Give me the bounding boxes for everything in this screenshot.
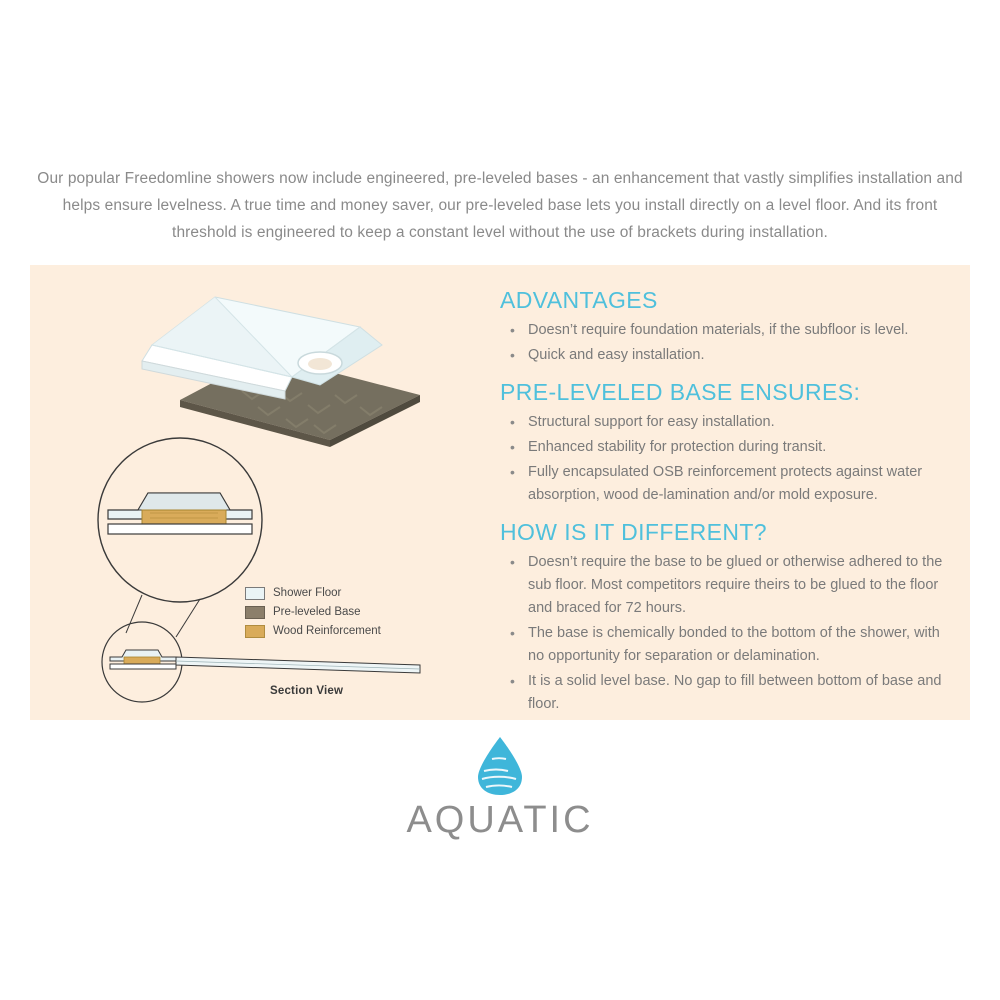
list-item: • Enhanced stability for protection during transit.: [500, 436, 960, 459]
section-title-advantages: ADVANTAGES: [500, 287, 658, 313]
legend-label-shower-floor: Shower Floor: [273, 587, 342, 599]
legend-swatch-pre-leveled-base: [245, 606, 265, 619]
intro-paragraph: Our popular Freedomline showers now include engineered, pre-leveled bases - an enhancement that vastly simplifies installation and helps ensure levelness. A true time and money saver, our pre-leveled base lets you install directly on a level floor. And its front threshold is engineered to keep a constant level without the use of brackets during installation.: [37, 170, 963, 241]
illustration-column: [30, 265, 500, 720]
list-item: • The base is chemically bonded to the bottom of the shower, with no opportunity for separation or delamination.: [500, 622, 960, 668]
legend-label-wood-reinforcement: Wood Reinforcement: [273, 625, 381, 637]
list-item: • Quick and easy installation.: [500, 344, 960, 367]
shower-base-diagram: [30, 265, 500, 720]
bullet-list-pre-leveled-base-ensures: [500, 411, 960, 507]
legend-label-pre-leveled-base: Pre-leveled Base: [273, 606, 361, 618]
features-column: [500, 285, 960, 722]
water-drop-icon: [0, 735, 1000, 795]
list-item: • Fully encapsulated OSB reinforcement protects against water absorption, wood de-lamination and/or mold exposure.: [500, 461, 960, 507]
list-item: • It is a solid level base. No gap to fill between bottom of base and floor.: [500, 670, 960, 716]
legend-item: [245, 585, 381, 602]
section-title-pre-leveled-base-ensures: PRE-LEVELED BASE ENSURES:: [500, 379, 861, 405]
legend: [245, 585, 381, 642]
legend-item: [245, 623, 381, 640]
section-title-how-is-it-different: HOW IS IT DIFFERENT?: [500, 519, 767, 545]
bullet-list-how-is-it-different: [500, 551, 960, 716]
feature-panel: [30, 265, 970, 720]
brand-footer: [0, 735, 1000, 842]
bullet-list-advantages: [500, 319, 960, 367]
legend-item: [245, 604, 381, 621]
brand-name: AQUATIC: [406, 799, 594, 841]
section-view-label: Section View: [270, 685, 344, 697]
legend-swatch-shower-floor: [245, 587, 265, 600]
legend-swatch-wood-reinforcement: [245, 625, 265, 638]
list-item: • Doesn’t require the base to be glued or otherwise adhered to the sub floor. Most competitors require theirs to be glued to the floor and braced for 72 hours.: [500, 551, 960, 620]
list-item: • Structural support for easy installation.: [500, 411, 960, 434]
list-item: • Doesn’t require foundation materials, if the subfloor is level.: [500, 319, 960, 342]
